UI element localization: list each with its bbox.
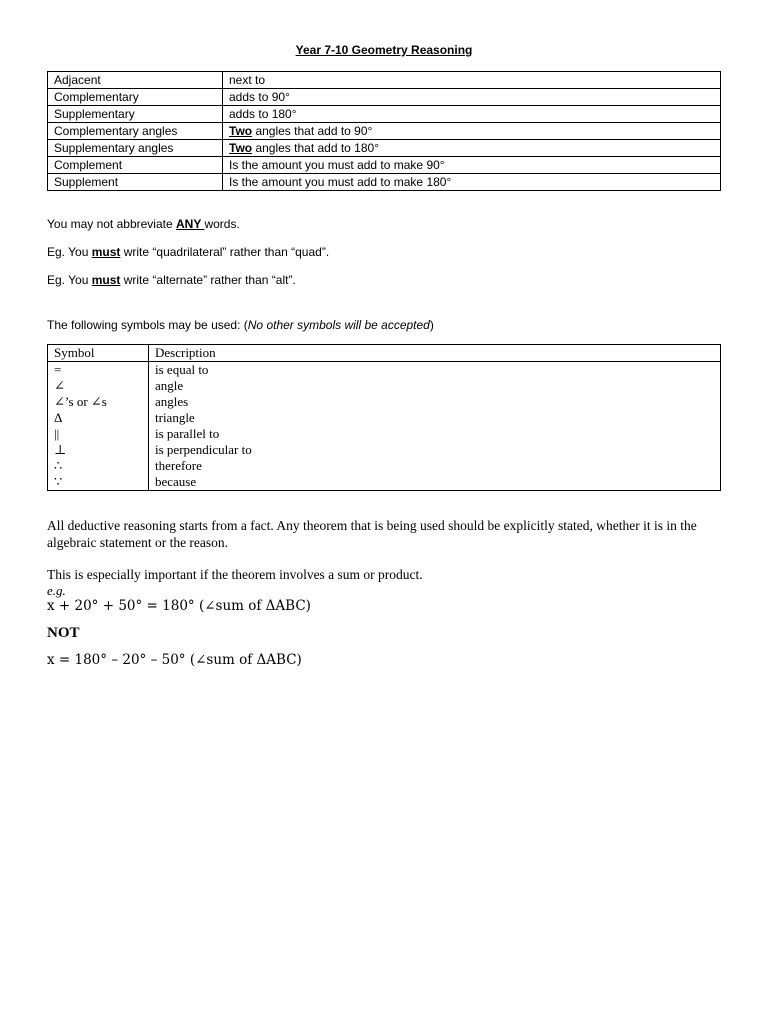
description-cell: is parallel to [149,426,721,442]
eg-label: e.g. [47,583,66,598]
page-title: Year 7-10 Geometry Reasoning [295,43,473,57]
table-row [48,157,721,174]
example-alternate: Eg. You must write “alternate” rather than “alt”. [47,273,296,287]
table-row [48,72,721,89]
table-row [48,362,721,379]
emphasis-text: Two [229,141,253,155]
symbol-cell: ⊥ [48,442,149,458]
term-cell: Complement [48,157,223,174]
term-cell: Complementary angles [48,123,223,140]
table-row [48,458,721,474]
column-header: Description [149,345,721,362]
abbreviation-rule: You may not abbreviate ANY words. [47,217,240,231]
description-cell: because [149,474,721,491]
description-cell: is perpendicular to [149,442,721,458]
bad-example: x = 180° – 20° – 50° (∠sum of ΔABC) [47,652,302,668]
term-cell: Adjacent [48,72,223,89]
table-row [48,378,721,394]
emphasis-text: Two [229,124,253,138]
description-cell: therefore [149,458,721,474]
table-row [48,89,721,106]
description-cell: is equal to [149,362,721,379]
description-cell: angles [149,394,721,410]
definition-cell: Two angles that add to 180° [223,140,721,157]
reasoning-paragraph: All deductive reasoning starts from a fact. Any theorem that is being used should be explicitly stated, whether it is in the algebraic statement or the reason. [47,518,697,550]
table-row [48,410,721,426]
definition-cell: Is the amount you must add to make 180° [223,174,721,191]
table-row [48,474,721,491]
table-row [48,442,721,458]
symbol-cell: Δ [48,410,149,426]
term-cell: Complementary [48,89,223,106]
symbol-cell: ∵ [48,474,149,491]
symbol-cell: || [48,426,149,442]
description-cell: angle [149,378,721,394]
terms-table [47,71,721,191]
term-cell: Supplementary [48,106,223,123]
table-header-row [48,345,721,362]
definition-cell: adds to 90° [223,89,721,106]
good-example: x + 20° + 50° = 180° (∠sum of ΔABC) [47,598,311,614]
example-quadrilateral: Eg. You must write “quadrilateral” rather than “quad”. [47,245,330,259]
symbol-cell: ∴ [48,458,149,474]
definition-cell: Two angles that add to 90° [223,123,721,140]
table-row [48,140,721,157]
column-header: Symbol [48,345,149,362]
description-cell: triangle [149,410,721,426]
definition-cell: next to [223,72,721,89]
table-row [48,174,721,191]
definition-cell: adds to 180° [223,106,721,123]
sum-product-note: This is especially important if the theorem involves a sum or product. [47,567,423,582]
symbols-intro: The following symbols may be used: (No other symbols will be accepted) [47,318,434,332]
symbols-table [47,344,721,491]
definition-cell: Is the amount you must add to make 90° [223,157,721,174]
symbol-cell: ∠ [48,378,149,394]
symbol-cell: ∠’s or ∠s [48,394,149,410]
term-cell: Supplement [48,174,223,191]
symbol-cell: = [48,362,149,379]
table-row [48,426,721,442]
not-label: NOT [47,625,80,641]
table-row [48,123,721,140]
term-cell: Supplementary angles [48,140,223,157]
table-row [48,394,721,410]
table-row [48,106,721,123]
